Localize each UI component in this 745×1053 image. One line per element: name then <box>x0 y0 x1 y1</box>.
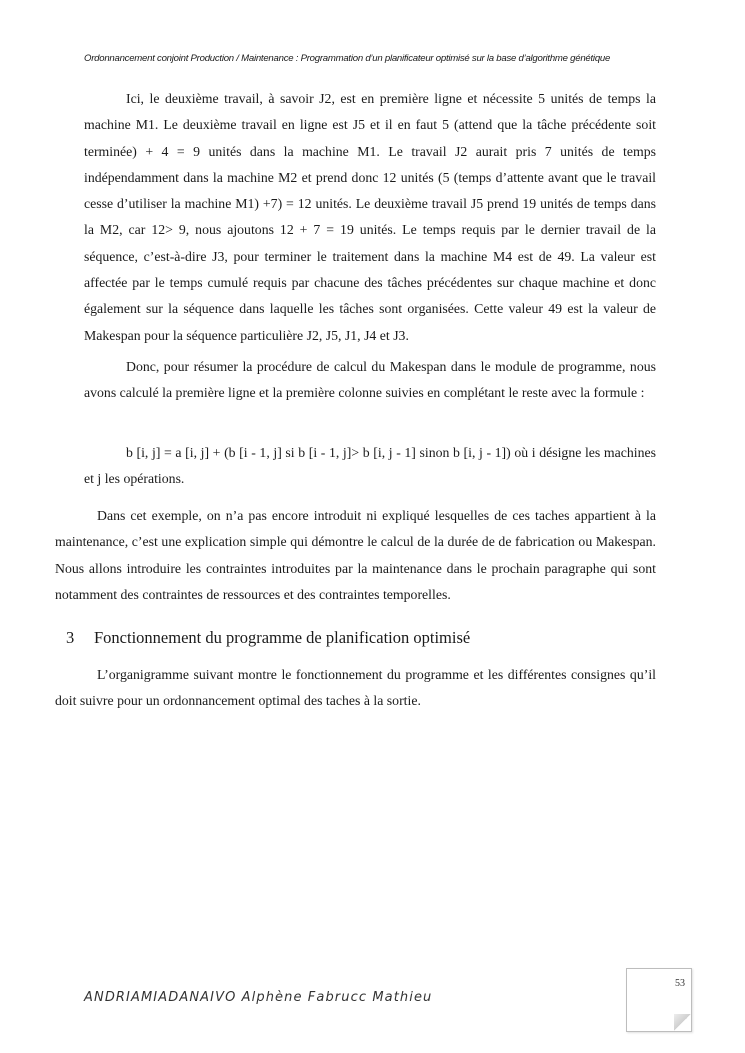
paragraph-summary <box>84 354 656 407</box>
section-number: 3 <box>66 628 75 647</box>
paragraph-makespan-example <box>84 86 656 349</box>
footer-author: ANDRIAMIADANAIVO Alphène Fabrucc Mathieu <box>84 990 433 1005</box>
paragraph-maintenance-note <box>55 503 656 608</box>
section-heading <box>66 628 470 648</box>
paragraph-text: Dans cet exemple, on n’a pas encore introduit ni expliqué lesquelles de ces taches appartient à la maintenance, c’est une explication simple qui démontre le calcul de la durée de de fabrication ou Makespan. Nous allons introduire les contraintes introduites par la maintenance dans le prochain paragraphe qui sont notamment des contraintes de ressources et des contraintes temporelles. <box>55 508 656 602</box>
section-title: Fonctionnement du programme de planification optimisé <box>94 628 471 647</box>
paragraph-formula <box>84 440 656 493</box>
page-curl-icon <box>674 1014 691 1031</box>
page-number: 53 <box>675 978 685 989</box>
running-header: Ordonnancement conjoint Production / Maintenance : Programmation d’un planificateur optimisé sur la base d’algorithme génétique <box>84 53 611 64</box>
paragraph-text: Ici, le deuxième travail, à savoir J2, est en première ligne et nécessite 5 unités de temps la machine M1. Le deuxième travail en ligne est J5 et il en faut 5 (attend que la tâche précédente soit terminée) + 4 = 9 unités dans la machine M1. Le travail J2 aurait pris 7 unités de temps indépendamment dans la machine M2 et prend donc 12 unités (5 (temps d’attente avant que le travail cesse d’utiliser la machine M1) +7) = 12 unités. Le deuxième travail J5 prend 19 unités de temps dans la M2, car 12> 9, nous ajoutons 12 + 7 = 19 unités. Le temps requis par le dernier travail de la séquence, c’est-à-dire J3, pour terminer le traitement dans la machine M4 est de 49. La valeur est affectée par le temps cumulé requis par chacune des tâches précédentes sur chaque machine et donc également sur la séquence dans laquelle les tâches sont organisées. Cette valeur 49 est la valeur de Makespan pour la séquence particulière J2, J5, J1, J4 et J3. <box>84 91 656 343</box>
paragraph-flowchart-intro <box>55 662 656 715</box>
paragraph-text: L’organigramme suivant montre le fonctionnement du programme et les différentes consignes qu’il doit suivre pour un ordonnancement optimal des taches à la sortie. <box>55 667 656 709</box>
page-number-box <box>626 968 692 1032</box>
paragraph-text: Donc, pour résumer la procédure de calcul du Makespan dans le module de programme, nous avons calculé la première ligne et la première colonne suivies en complétant le reste avec la formule : <box>84 359 656 401</box>
formula-text: b [i, j] = a [i, j] + (b [i - 1, j] si b [i - 1, j]> b [i, j - 1] sinon b [i, j - 1]) où i désigne les machines et j les opérations. <box>84 445 656 487</box>
